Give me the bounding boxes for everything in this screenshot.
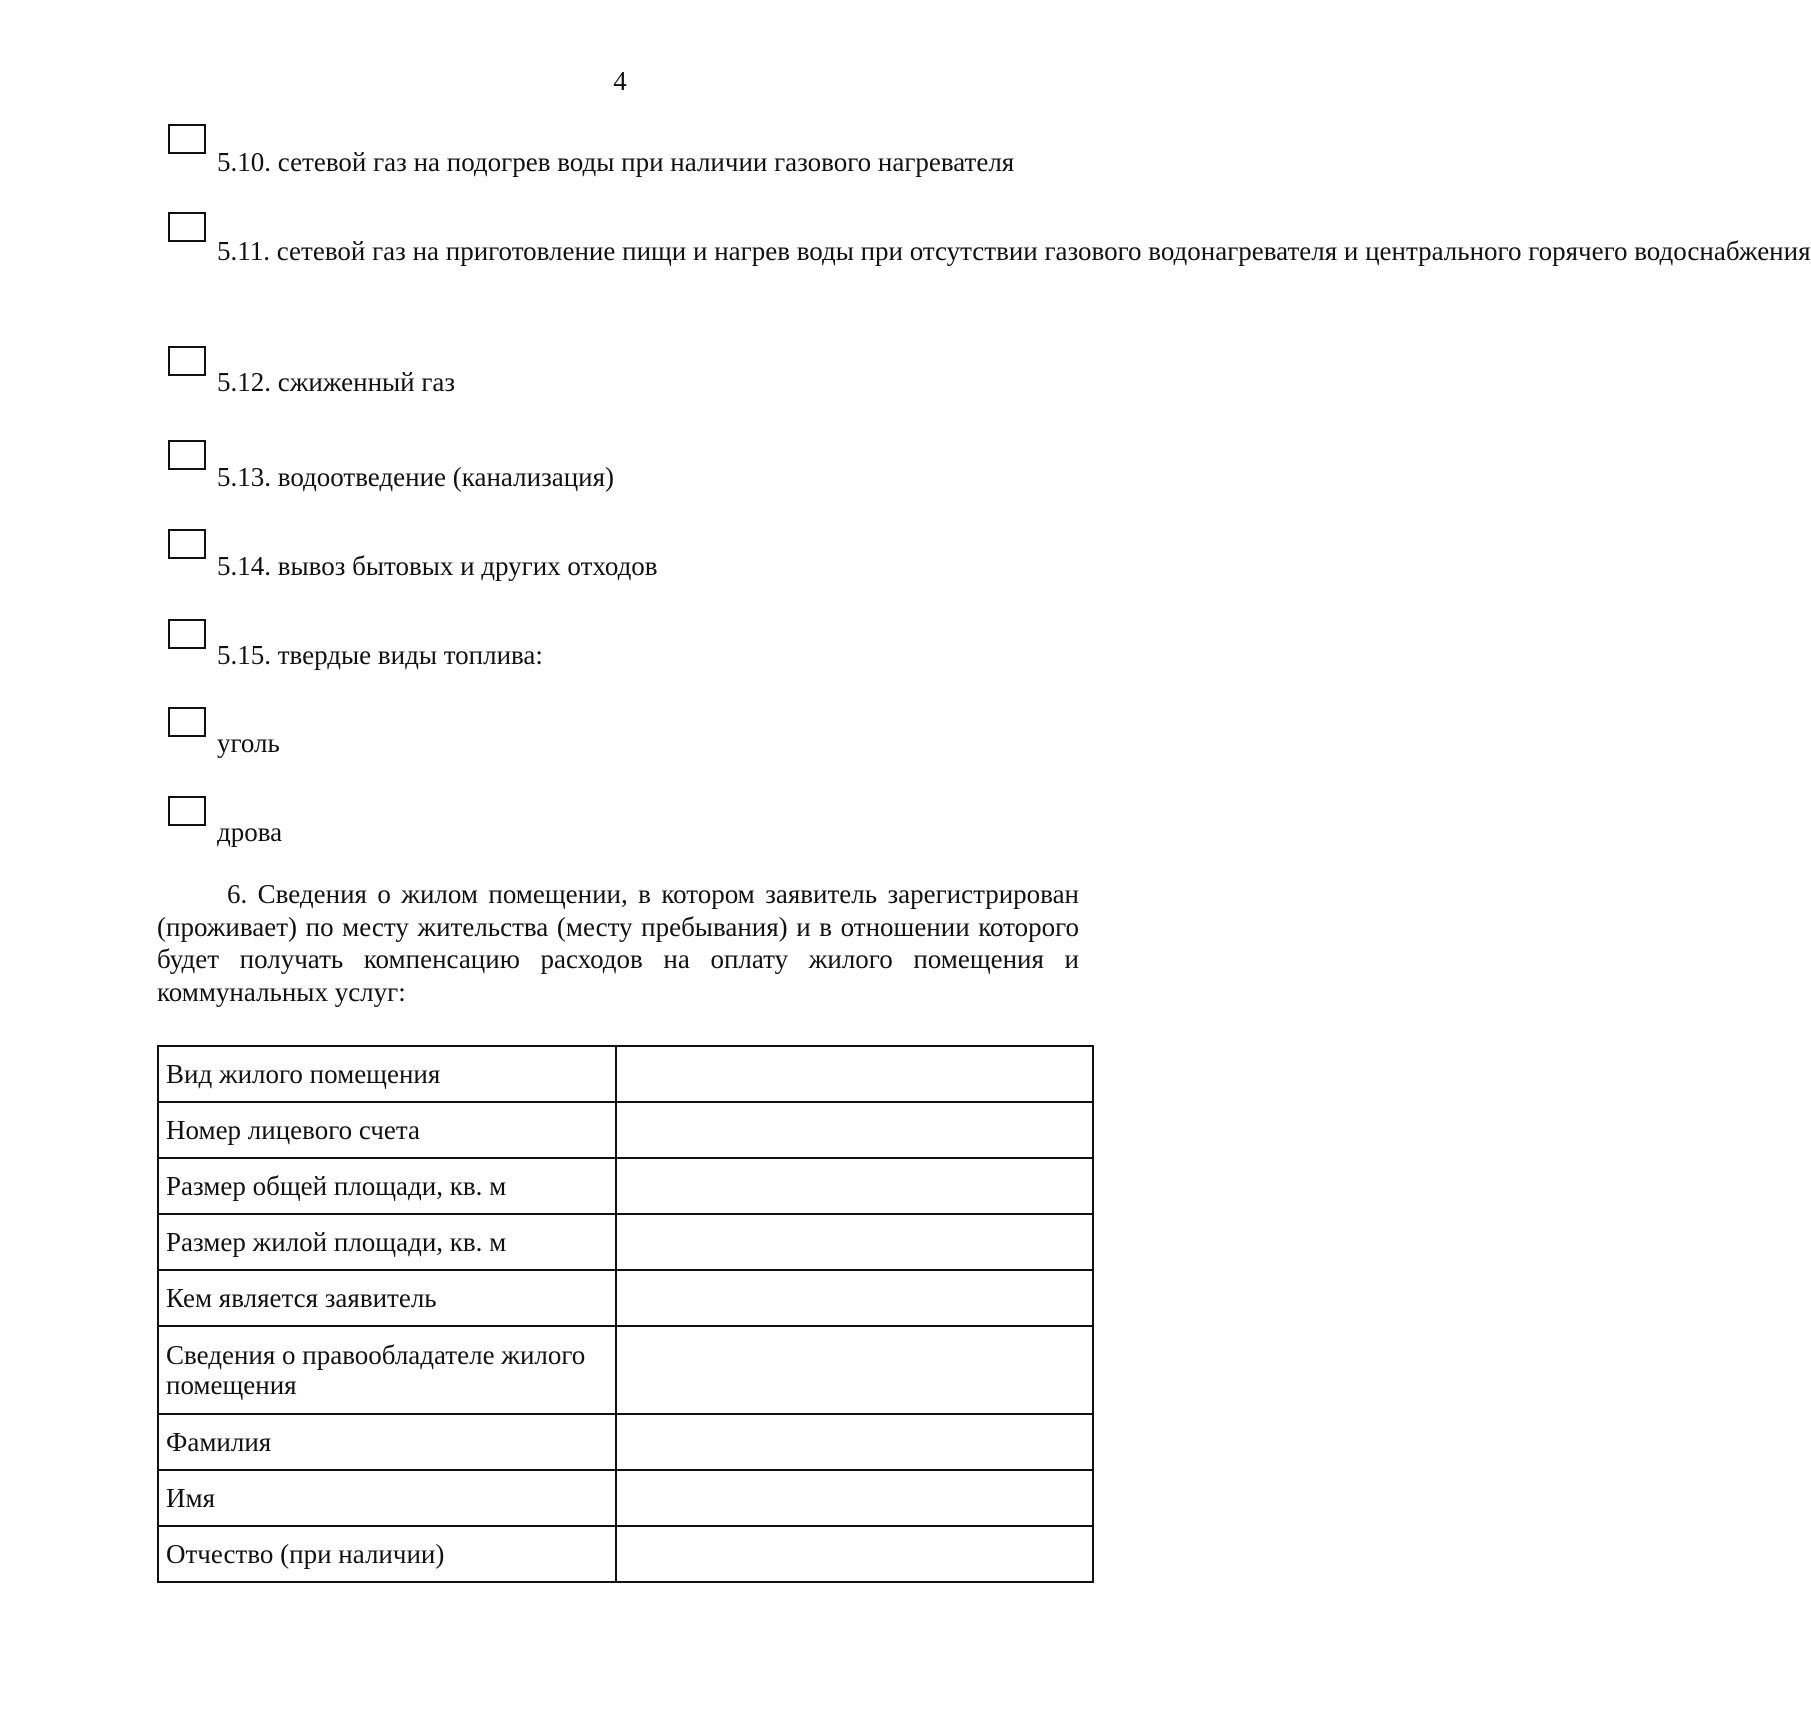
table-row-value[interactable] (616, 1270, 1093, 1326)
option-label: 5.11. сетевой газ на приготовление пищи и нагрев воды при отсутствии газового водонагревателя и центрального горячего водоснабжения (217, 236, 1811, 266)
table-row (158, 1526, 1093, 1582)
checkbox-5-12[interactable] (168, 346, 206, 376)
table-row-label: Кем является заявитель (158, 1270, 616, 1326)
checkbox-5-13[interactable] (168, 440, 206, 470)
table-row (158, 1326, 1093, 1414)
option-label: уголь (217, 728, 280, 758)
section-6-paragraph: 6. Сведения о жилом помещении, в котором заявитель зарегистрирован (проживает) по месту жительства (месту пребывания) и в отношении которого будет получать компенсацию расходов на оплату жилого помещения и коммунальных услуг: (157, 879, 1079, 1007)
table-row (158, 1102, 1093, 1158)
option-label: 5.14. вывоз бытовых и других отходов (217, 551, 658, 581)
table-row-label: Отчество (при наличии) (158, 1526, 616, 1582)
table-row-value[interactable] (616, 1046, 1093, 1102)
table-row-value[interactable] (616, 1526, 1093, 1582)
table-row-label: Имя (158, 1470, 616, 1526)
checkbox-5-10[interactable] (168, 124, 206, 154)
table-row-label: Номер лицевого счета (158, 1102, 616, 1158)
table-row-value[interactable] (616, 1326, 1093, 1414)
checkbox-5-15[interactable] (168, 619, 206, 649)
table-row-label: Вид жилого помещения (158, 1046, 616, 1102)
table-row (158, 1158, 1093, 1214)
checkbox-coal[interactable] (168, 707, 206, 737)
option-label: 5.12. сжиженный газ (217, 367, 456, 397)
table-row-value[interactable] (616, 1102, 1093, 1158)
table-row (158, 1414, 1093, 1470)
table-row-value[interactable] (616, 1470, 1093, 1526)
table-row-value[interactable] (616, 1414, 1093, 1470)
table-row-label: Размер жилой площади, кв. м (158, 1214, 616, 1270)
option-label: 5.10. сетевой газ на подогрев воды при наличии газового нагревателя (217, 147, 1015, 177)
checkbox-wood[interactable] (168, 796, 206, 826)
option-label: дрова (217, 817, 283, 847)
dwelling-info-table (157, 1045, 1094, 1583)
table-row-label: Размер общей площади, кв. м (158, 1158, 616, 1214)
table-row-value[interactable] (616, 1214, 1093, 1270)
option-label: 5.15. твердые виды топлива: (217, 640, 543, 670)
option-label: 5.13. водоотведение (канализация) (217, 462, 615, 492)
table-row (158, 1270, 1093, 1326)
table-row-label: Фамилия (158, 1414, 616, 1470)
checkbox-5-14[interactable] (168, 529, 206, 559)
table-row (158, 1214, 1093, 1270)
table-row-label: Сведения о правообладателе жилого помещения (158, 1326, 616, 1414)
table-row (158, 1470, 1093, 1526)
table-row (158, 1046, 1093, 1102)
table-row-value[interactable] (616, 1158, 1093, 1214)
page-number: 4 (613, 66, 627, 96)
